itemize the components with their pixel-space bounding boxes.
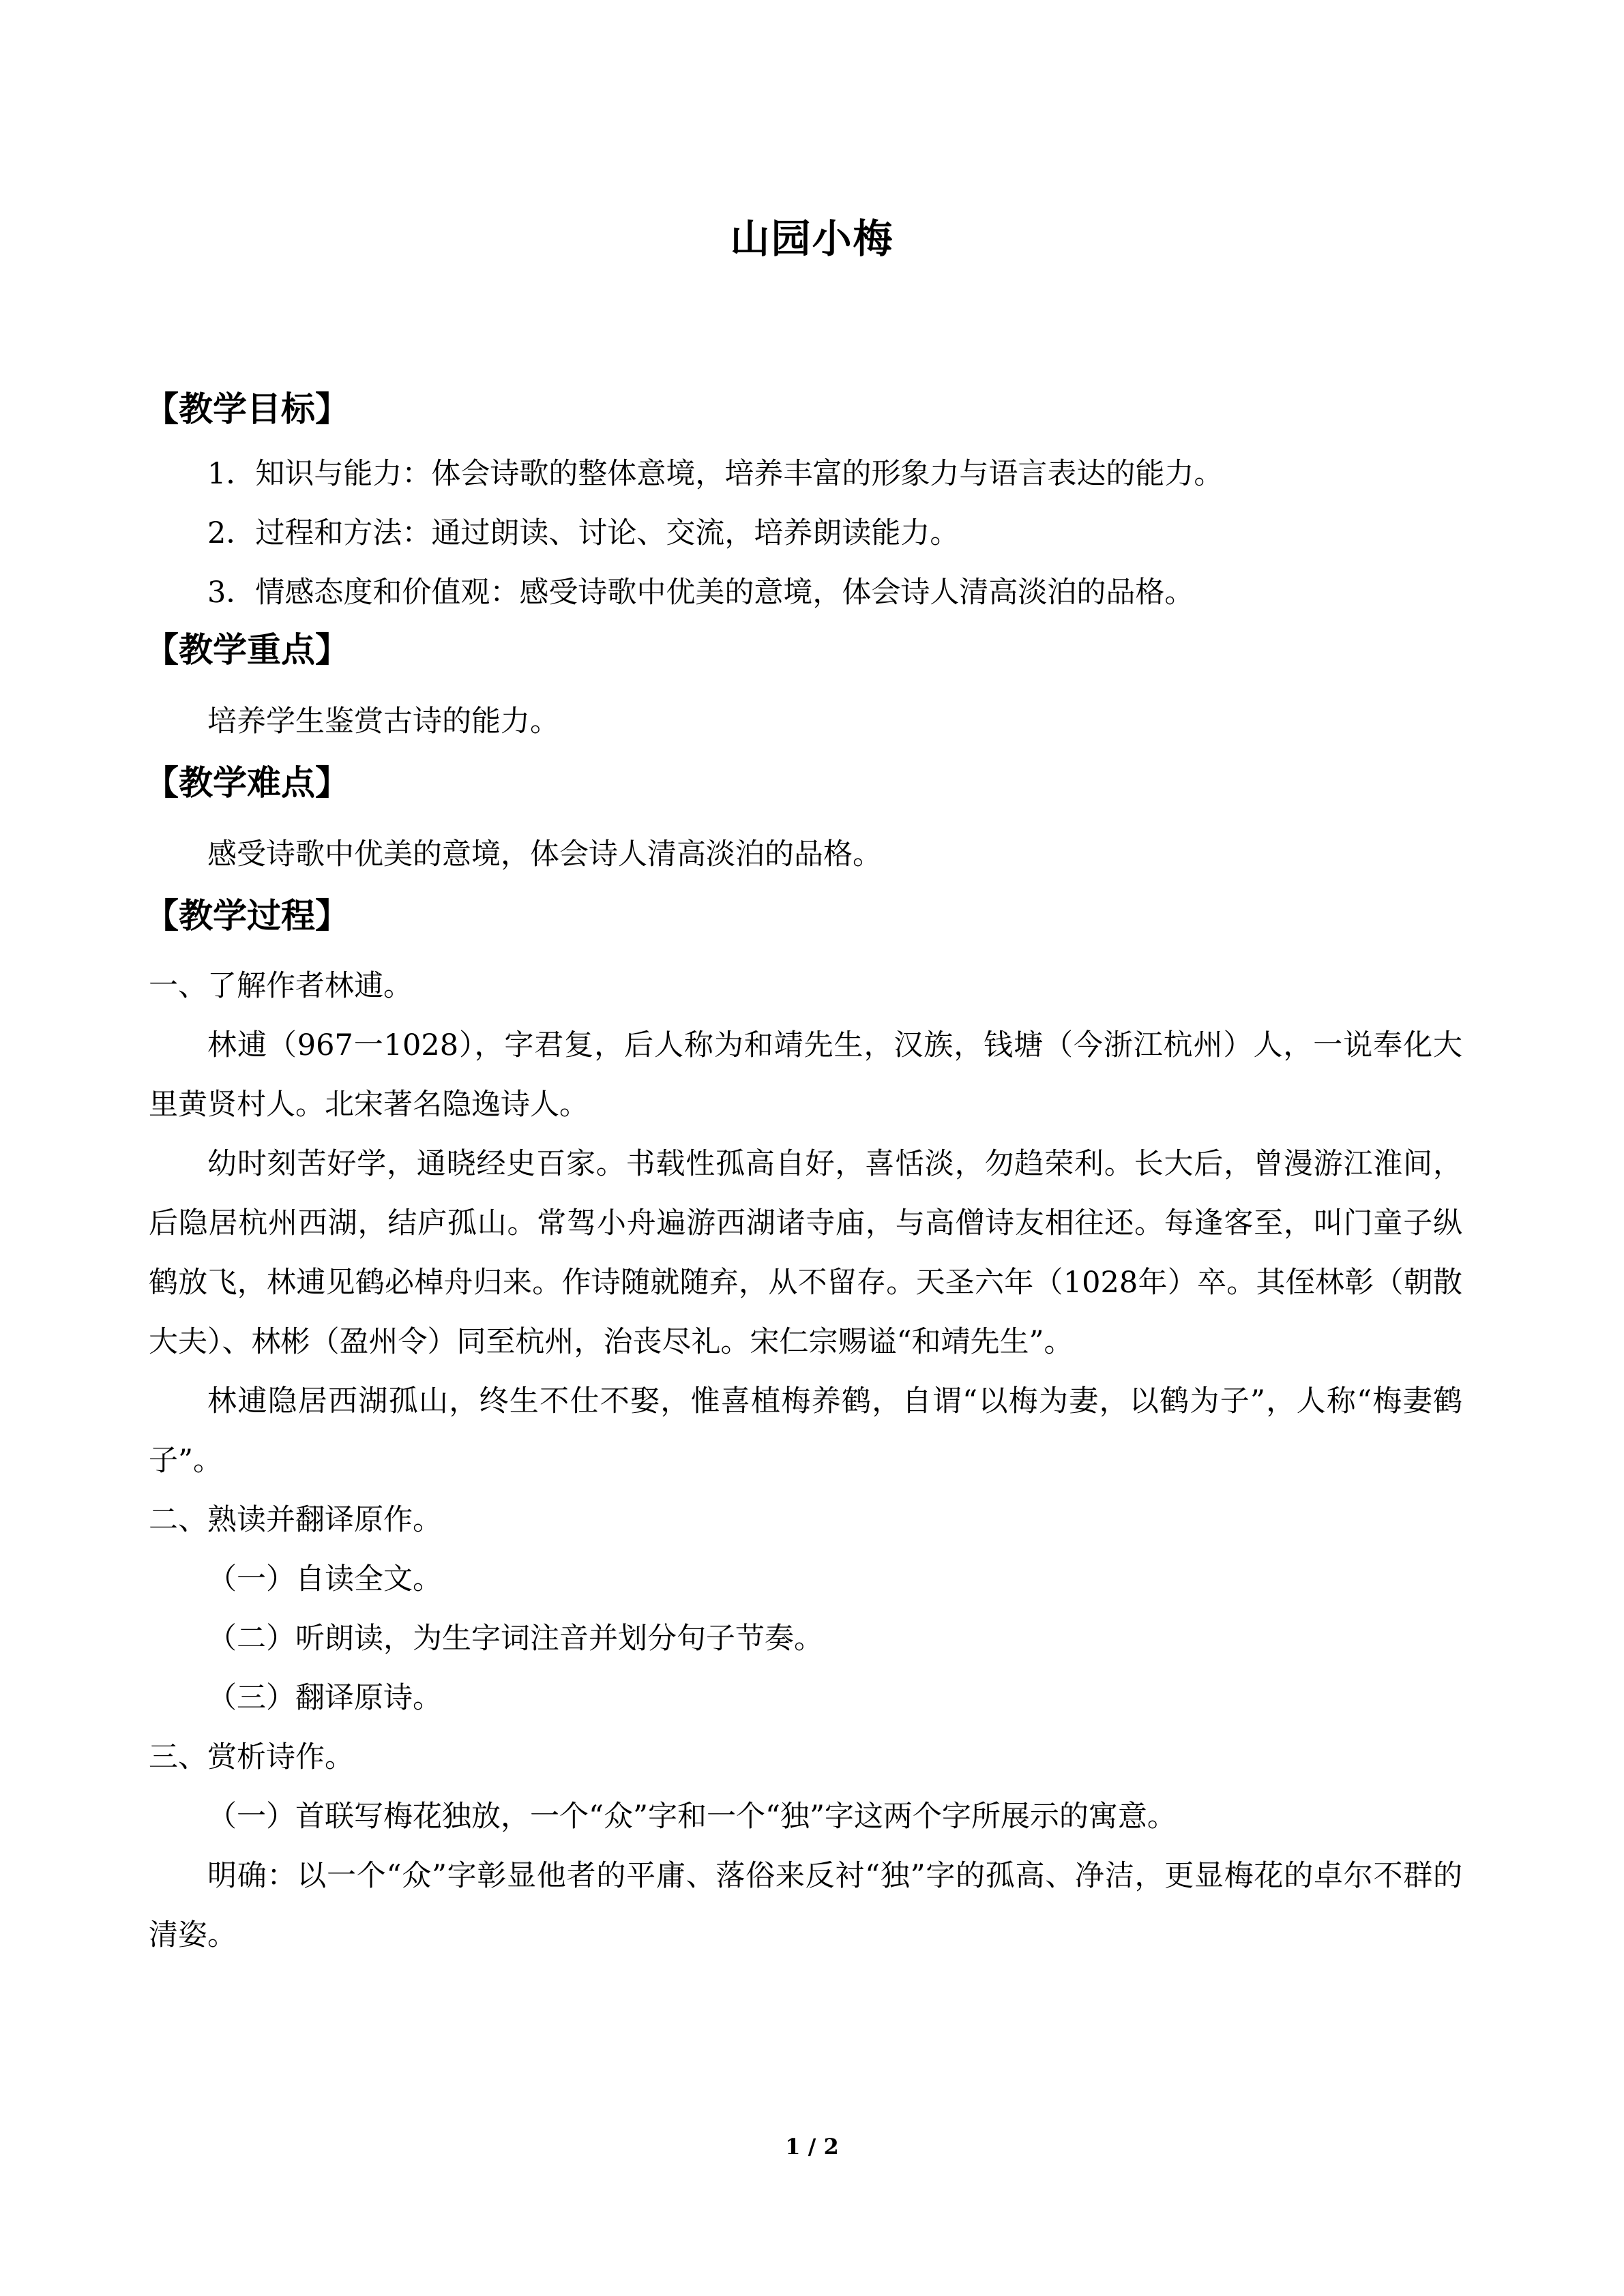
difficulty-text: 感受诗歌中优美的意境，体会诗人清高淡泊的品格。 <box>207 837 882 871</box>
key-points-text: 培养学生鉴赏古诗的能力。 <box>207 704 559 739</box>
difficulty-heading: 【教学难点】 <box>145 763 349 803</box>
author-hermit-paragraph: 林逋隐居西湖孤山，终生不仕不娶，惟喜植梅养鹤，自谓“以梅为妻，以鹤为子”，人称“梅妻鹤子”。 <box>149 1384 1462 1478</box>
analysis-answer: 明确：以一个“众”字彰显他者的平庸、落俗来反衬“独”字的孤高、净洁，更显梅花的卓尔不群的清姿。 <box>149 1859 1462 1952</box>
page-number: 1 / 2 <box>785 2134 839 2160</box>
reading-step: （一）自读全文。 <box>207 1562 442 1596</box>
objectives-heading: 【教学目标】 <box>145 389 349 429</box>
process-heading: 【教学过程】 <box>145 896 349 936</box>
process-part3-title: 三、赏析诗作。 <box>149 1740 354 1774</box>
reading-step: （二）听朗读，为生字词注音并划分句子节奏。 <box>207 1622 823 1656</box>
process-part1-title: 一、了解作者林逋。 <box>149 969 413 1003</box>
document-body <box>145 382 1462 1965</box>
page-title: 山园小梅 <box>730 215 894 262</box>
objective-item: 3．情感态度和价值观：感受诗歌中优美的意境，体会诗人清高淡泊的品格。 <box>207 576 1194 610</box>
reading-step: （三）翻译原诗。 <box>207 1681 442 1715</box>
objective-item: 1．知识与能力：体会诗歌的整体意境，培养丰富的形象力与语言表达的能力。 <box>207 457 1224 491</box>
analysis-question: （一）首联写梅花独放，一个“众”字和一个“独”字这两个字所展示的寓意。 <box>207 1800 1177 1834</box>
objective-item: 2．过程和方法：通过朗读、讨论、交流，培养朗读能力。 <box>207 516 960 550</box>
author-intro-paragraph: 林逋（967一1028），字君复，后人称为和靖先生，汉族，钱塘（今浙江杭州）人，一说奉化大里黄贤村人。北宋著名隐逸诗人。 <box>149 1028 1462 1122</box>
key-points-heading: 【教学重点】 <box>145 630 349 670</box>
process-part2-title: 二、熟读并翻译原作。 <box>149 1503 442 1537</box>
author-life-paragraph: 幼时刻苦好学，通晓经史百家。书载性孤高自好，喜恬淡，勿趋荣利。长大后，曾漫游江淮间，后隐居杭州西湖，结庐孤山。常驾小舟遍游西湖诸寺庙，与高僧诗友相往还。每逢客至，叫门童子纵鹤放飞，林逋见鹤必棹舟归来。作诗随就随弃，从不留存。天圣六年（1028年）卒。其侄林彰（朝散大夫）、林彬（盈州令）同至杭州，治丧尽礼。宋仁宗赐谥“和靖先生”。 <box>149 1147 1462 1359</box>
